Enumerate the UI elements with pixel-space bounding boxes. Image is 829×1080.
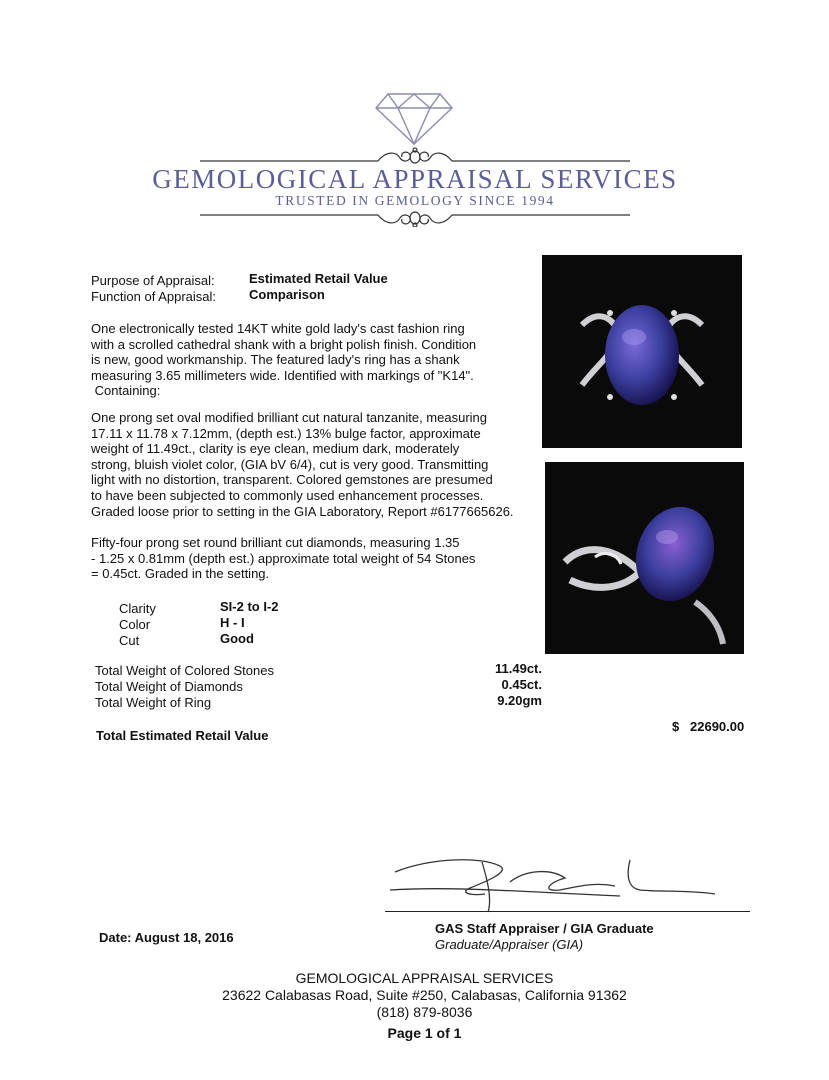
total-ring-label: Total Weight of Ring [95,695,212,710]
description-line: 17.11 x 11.78 x 7.12mm, (depth est.) 13% bulge factor, approximate [91,425,481,441]
description-line: = 0.45ct. Graded in the setting. [91,566,270,582]
signature-title: GAS Staff Appraiser / GIA Graduate [435,921,654,936]
footer-address: 23622 Calabasas Road, Suite #250, Calabasas, California 91362 [222,987,627,1003]
description-line: to have been subjected to commonly used enhancement processes. [91,487,484,503]
description-line: is new, good workmanship. The featured lady's ring has a shank [91,352,460,368]
description-line: with a scrolled cathedral shank with a bright polish finish. Condition [91,336,477,352]
description-line: One prong set oval modified brilliant cut natural tanzanite, measuring [91,410,487,425]
description-line: light with no distortion, transparent. Colored gemstones are presumed [91,472,493,488]
description-line: strong, bluish violet color, (GIA bV 6/4), cut is very good. Transmitting [91,456,489,472]
ring-front-photo [542,255,742,448]
page-number: Page 1 of 1 [387,1025,462,1041]
bottom-ornament-divider [200,205,630,227]
diamond-logo-icon [374,92,454,146]
total-ring-value: 9.20gm [497,693,542,708]
description-line: Fifty-four prong set round brilliant cut diamonds, measuring 1.35 [91,535,460,550]
signature-subtitle: Graduate/Appraiser (GIA) [435,937,584,952]
description-line: One electronically tested 14KT white gold lady's cast fashion ring [91,321,465,336]
diamonds-description [91,535,536,582]
total-colored-label: Total Weight of Colored Stones [95,663,274,678]
description-line: Graded loose prior to setting in the GIA Laboratory, Report #6177665626. [91,503,514,519]
retail-currency: $ [672,719,680,734]
ring-side-illustration [545,462,744,654]
function-label: Function of Appraisal: [91,289,217,304]
description-line: measuring 3.65 millimeters wide. Identified with markings of "K14". [91,367,474,383]
grade-color-label: Color [119,617,151,632]
description-line: weight of 11.49ct., clarity is eye clean, medium dark, moderately [91,441,460,457]
signature-line [385,911,750,912]
ring-front-illustration [542,255,742,448]
description-line: - 1.25 x 0.81mm (depth est.) approximate total weight of 54 Stones [91,550,476,566]
retail-amount: 22690.00 [690,719,745,734]
purpose-value: Estimated Retail Value [249,271,388,286]
appraiser-signature [390,852,720,917]
total-diamonds-label: Total Weight of Diamonds [95,679,243,694]
footer-phone: (818) 879-8036 [376,1004,473,1020]
grade-clarity-value: SI-2 to I-2 [220,599,279,614]
footer-company: GEMOLOGICAL APPRAISAL SERVICES [295,970,554,986]
grade-color-value: H - I [220,615,245,630]
total-diamonds-value: 0.45ct. [501,677,542,692]
grade-cut-label: Cut [119,633,140,648]
ring-description [91,321,536,399]
grade-clarity-label: Clarity [119,601,156,616]
description-line: Containing: [91,383,161,399]
header-company-name: GEMOLOGICAL APPRAISAL SERVICES [152,164,678,194]
header-tagline: TRUSTED IN GEMOLOGY SINCE 1994 [275,193,555,208]
appraisal-date: Date: August 18, 2016 [99,930,234,945]
total-colored-value: 11.49ct. [495,661,542,676]
tanzanite-description [91,410,536,519]
retail-value-label: Total Estimated Retail Value [96,728,269,743]
function-value: Comparison [249,287,325,302]
purpose-label: Purpose of Appraisal: [91,273,215,288]
grade-cut-value: Good [220,631,254,646]
ring-side-photo [545,462,744,654]
